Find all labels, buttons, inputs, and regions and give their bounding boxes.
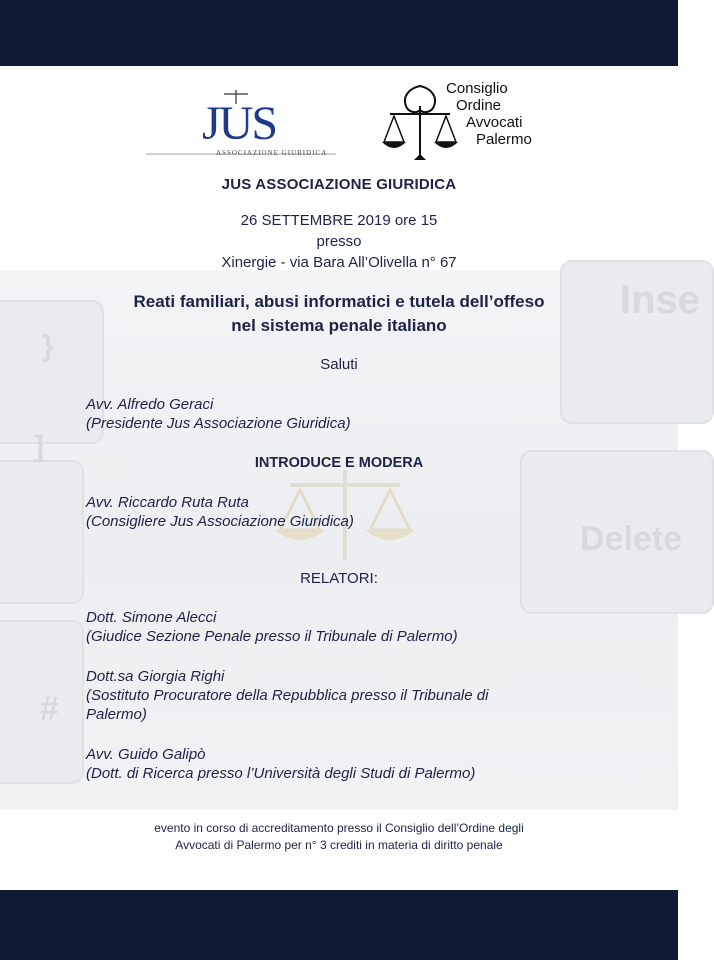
brace-glyph-icon: } <box>42 330 54 363</box>
speaker-name: Avv. Alfredo Geraci <box>86 396 214 413</box>
coa-logo-line-4: Palermo <box>476 131 532 148</box>
relatore-item <box>86 667 646 724</box>
speaker-role: (Sostituto Procuratore della Repubblica presso il Tribunale di <box>86 687 489 704</box>
jus-logo-subtitle: ASSOCIAZIONE GIURIDICA <box>216 149 328 157</box>
bracket-glyph-icon: ] <box>34 430 44 463</box>
presso-label: presso <box>316 233 362 250</box>
speaker-role: (Giudice Sezione Penale presso il Tribunale di Palermo) <box>86 628 458 645</box>
accreditation-line-2: Avvocati di Palermo per n° 3 crediti in materia di diritto penale <box>175 838 503 852</box>
event-title <box>0 290 678 338</box>
bottom-band <box>0 890 678 960</box>
hash-glyph-icon: # <box>40 690 59 728</box>
speaker-name: Avv. Riccardo Ruta Ruta <box>86 494 249 511</box>
speaker-role-continued: Palermo) <box>86 706 147 723</box>
logos-row <box>0 72 678 172</box>
speaker-name: Dott. Simone Alecci <box>86 609 217 626</box>
event-venue: Xinergie - via Bara All’Olivella n° 67 <box>221 254 457 271</box>
coa-logo-line-3: Avvocati <box>466 114 523 131</box>
speaker-role: (Presidente Jus Associazione Giuridica) <box>86 415 351 432</box>
coa-logo-line-2: Ordine <box>456 97 502 114</box>
introduce-label: INTRODUCE E MODERA <box>254 455 424 471</box>
top-band <box>0 0 678 66</box>
relatore-item <box>86 745 646 783</box>
saluti-label: Saluti <box>320 356 358 373</box>
speaker-name: Avv. Guido Galipò <box>86 746 206 763</box>
event-title-line-1: Reati familiari, abusi informatici e tutela dell’offeso <box>133 292 545 311</box>
jus-logo <box>146 82 336 162</box>
relatore-item <box>86 608 646 646</box>
saluti-speaker <box>86 395 646 433</box>
organizer-heading: JUS ASSOCIAZIONE GIURIDICA <box>221 176 457 193</box>
coa-palermo-logo <box>380 76 570 166</box>
coa-logo-line-1: Consiglio <box>446 80 508 97</box>
speaker-role: (Dott. di Ricerca presso l’Università degli Studi di Palermo) <box>86 765 476 782</box>
accreditation-note <box>0 820 678 854</box>
event-title-line-2: nel sistema penale italiano <box>231 316 447 335</box>
speaker-name: Dott.sa Giorgia Righi <box>86 668 225 685</box>
event-date-time: 26 SETTEMBRE 2019 ore 15 <box>240 212 438 229</box>
keyboard-background-image <box>0 270 701 810</box>
jus-logo-text: JUS <box>202 97 277 150</box>
relatori-label: RELATORI: <box>300 570 378 587</box>
speaker-role: (Consigliere Jus Associazione Giuridica) <box>86 513 354 530</box>
key-label-delete: Delete <box>580 520 683 558</box>
key-label-insert: Inse <box>620 278 701 322</box>
accreditation-line-1: evento in corso di accreditamento presso il Consiglio dell’Ordine degli <box>154 821 524 835</box>
moderator <box>86 493 646 531</box>
